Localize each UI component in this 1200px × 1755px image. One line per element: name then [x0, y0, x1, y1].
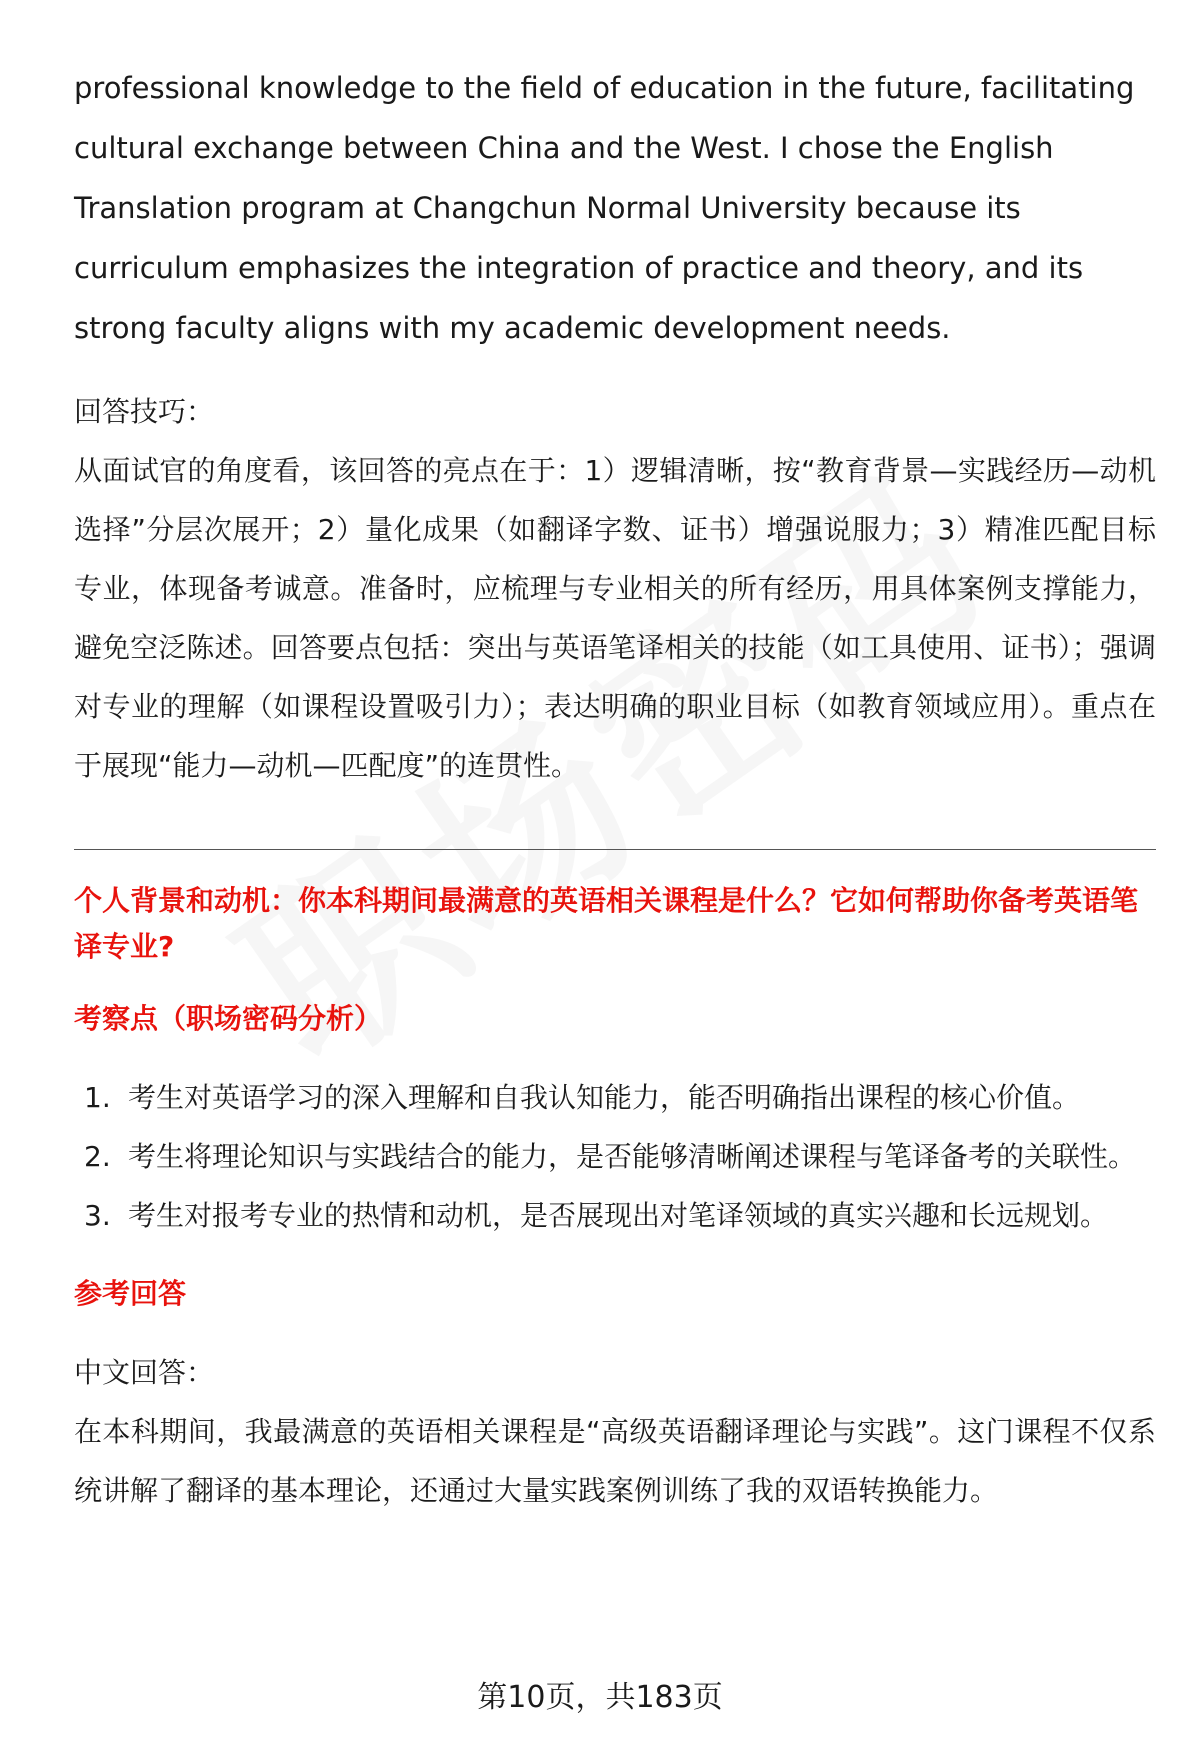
analysis-heading: 考察点（职场密码分析）	[74, 1002, 383, 1035]
intro-paragraph: professional knowledge to the field of education in the future, facilitating cultural exchange between China and the West. I chose the English Translation program at Changchun Normal University because its curriculum emphasizes the integration of practice and theory, and its strong faculty aligns with my academic development needs.	[74, 71, 1135, 345]
list-item	[74, 1186, 1156, 1245]
list-item-text: 考生将理论知识与实践结合的能力，是否能够清晰阐述课程与笔译备考的关联性。	[128, 1140, 1137, 1173]
list-item	[74, 1127, 1156, 1186]
question-heading: 个人背景和动机：你本科期间最满意的英语相关课程是什么？它如何帮助你备考英语笔译专业?	[74, 884, 1139, 963]
list-item-text: 考生对报考专业的热情和动机，是否展现出对笔译领域的真实兴趣和长远规划。	[128, 1199, 1109, 1232]
section-divider	[74, 849, 1156, 850]
page-number: 第10页，共183页	[477, 1680, 723, 1715]
analysis-list	[74, 1068, 1156, 1245]
chinese-answer-text: 在本科期间，我最满意的英语相关课程是“高级英语翻译理论与实践”。这门课程不仅系统讲解了翻译的基本理论，还通过大量实践案例训练了我的双语转换能力。	[74, 1415, 1156, 1507]
list-item-number: 1.	[84, 1081, 111, 1114]
reference-heading: 参考回答	[74, 1277, 187, 1310]
tips-text: 从面试官的角度看，该回答的亮点在于：1）逻辑清晰，按“教育背景—实践经历—动机选择”分层次展开；2）量化成果（如翻译字数、证书）增强说服力；3）精准匹配目标专业，体现备考诚意。准备时，应梳理与专业相关的所有经历，用具体案例支撑能力，避免空泛陈述。回答要点包括：突出与英语笔译相关的技能（如工具使用、证书）；强调对专业的理解（如课程设置吸引力）；表达明确的职业目标（如教育领域应用）。重点在于展现“能力—动机—匹配度”的连贯性。	[74, 454, 1156, 782]
tips-label: 回答技巧：	[74, 395, 215, 428]
list-item-number: 3.	[84, 1199, 111, 1232]
list-item	[74, 1068, 1156, 1127]
page-content	[74, 58, 1156, 1520]
list-item-text: 考生对英语学习的深入理解和自我认知能力，能否明确指出课程的核心价值。	[128, 1081, 1081, 1114]
list-item-number: 2.	[84, 1140, 111, 1173]
chinese-answer-label: 中文回答：	[74, 1356, 215, 1389]
